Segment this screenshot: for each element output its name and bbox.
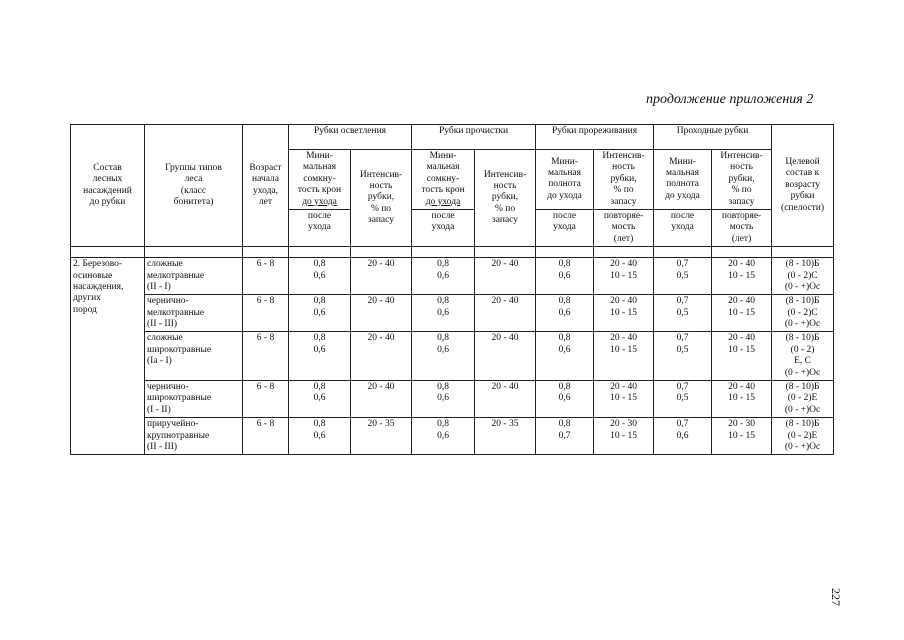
pas-intensity-header: Интенсив- ность рубки, % по запасу	[712, 150, 772, 210]
prr-density-cell: 0,8 0,7	[536, 418, 594, 455]
pro-intensity-cell: 20 - 40	[475, 332, 536, 381]
prr-intensity-cell: 20 - 30 10 - 15	[594, 418, 654, 455]
age-cell: 6 - 8	[243, 418, 289, 455]
pro-crown-cell: 0,8 0,6	[412, 258, 475, 295]
prr-density-cell: 0,8 0,6	[536, 381, 594, 418]
table-row	[71, 418, 834, 455]
prr-after-care: после ухода	[536, 209, 594, 246]
age-cell: 6 - 8	[243, 332, 289, 381]
col-composition-header: Состав лесных насаждений до рубки	[71, 125, 145, 247]
prr-density-cell: 0,8 0,6	[536, 258, 594, 295]
pas-density-cell: 0,7 0,5	[654, 258, 712, 295]
col-forest-group-header: Группы типов леса (класс бонитета)	[145, 125, 243, 247]
pas-density-cell: 0,7 0,5	[654, 332, 712, 381]
age-cell: 6 - 8	[243, 258, 289, 295]
col-target-header: Целевой состав к возрасту рубки (спелости)	[772, 125, 834, 247]
pro-intensity-cell: 20 - 40	[475, 258, 536, 295]
prr-intensity-cell: 20 - 40 10 - 15	[594, 381, 654, 418]
prr-intensity-cell: 20 - 40 10 - 15	[594, 332, 654, 381]
age-cell: 6 - 8	[243, 295, 289, 332]
osv-crown-cell: 0,8 0,6	[289, 381, 351, 418]
pro-intensity-cell: 20 - 40	[475, 295, 536, 332]
group-header-osv: Рубки осветления	[289, 125, 412, 150]
forest-group-cell: чернично- мелкотравные (II - III)	[145, 295, 243, 332]
forest-group-cell: сложные широкотравные (Ia - I)	[145, 332, 243, 381]
osv-intensity-cell: 20 - 40	[351, 295, 412, 332]
pro-after-care: после ухода	[412, 209, 475, 246]
pro-intensity-header: Интенсив- ность рубки, % по запасу	[475, 150, 536, 247]
prr-intensity-cell: 20 - 40 10 - 15	[594, 295, 654, 332]
prr-intensity-cell: 20 - 40 10 - 15	[594, 258, 654, 295]
osv-min-crown-header: Мини- мальная сомкну- тость крон до ухода	[289, 150, 351, 210]
col-age-header: Возраст начала ухода, лет	[243, 125, 289, 247]
pas-density-cell: 0,7 0,5	[654, 381, 712, 418]
pas-intensity-cell: 20 - 40 10 - 15	[712, 258, 772, 295]
forest-group-cell: чернично- широкотравные (I - II)	[145, 381, 243, 418]
pro-intensity-cell: 20 - 40	[475, 381, 536, 418]
table-body	[71, 258, 834, 455]
group-header-pro: Рубки прочистки	[412, 125, 536, 150]
pas-min-density-header: Мини- мальная полнота до ухода	[654, 150, 712, 210]
prr-repeat: повторяе- мость (лет)	[594, 209, 654, 246]
category-cell: 2. Березово- осиновые насаждения, других пород	[71, 258, 145, 455]
spacer-row	[71, 247, 834, 258]
pas-density-cell: 0,7 0,5	[654, 295, 712, 332]
forest-group-cell: сложные мелкотравные (II - I)	[145, 258, 243, 295]
pro-crown-cell: 0,8 0,6	[412, 381, 475, 418]
osv-intensity-cell: 20 - 40	[351, 381, 412, 418]
pro-crown-cell: 0,8 0,6	[412, 332, 475, 381]
forest-group-cell: приручейно- крупнотравные (II - III)	[145, 418, 243, 455]
pas-after-care: после ухода	[654, 209, 712, 246]
osv-intensity-cell: 20 - 35	[351, 418, 412, 455]
header-row-1	[71, 125, 834, 150]
appendix-caption: продолжение приложения 2	[646, 92, 814, 107]
pas-intensity-cell: 20 - 40 10 - 15	[712, 381, 772, 418]
target-cell: (8 - 10)Б (0 - 2)С (0 - +)Ос	[772, 258, 834, 295]
pas-repeat: повторяе- мость (лет)	[712, 209, 772, 246]
osv-crown-cell: 0,8 0,6	[289, 295, 351, 332]
target-cell: (8 - 10)Б (0 - 2)Е (0 - +)Ос	[772, 381, 834, 418]
pro-crown-cell: 0,8 0,6	[412, 295, 475, 332]
table-row	[71, 332, 834, 381]
age-cell: 6 - 8	[243, 381, 289, 418]
table-row	[71, 381, 834, 418]
pro-crown-cell: 0,8 0,6	[412, 418, 475, 455]
pro-intensity-cell: 20 - 35	[475, 418, 536, 455]
group-header-prr: Рубки прореживания	[536, 125, 654, 150]
group-header-pas: Проходные рубки	[654, 125, 772, 150]
osv-intensity-cell: 20 - 40	[351, 258, 412, 295]
thinning-table	[70, 124, 834, 455]
prr-intensity-header: Интенсив- ность рубки, % по запасу	[594, 150, 654, 210]
prr-min-density-header: Мини- мальная полнота до ухода	[536, 150, 594, 210]
pas-density-cell: 0,7 0,6	[654, 418, 712, 455]
page-number: 227	[829, 588, 843, 606]
osv-intensity-cell: 20 - 40	[351, 332, 412, 381]
table-row	[71, 258, 834, 295]
pas-intensity-cell: 20 - 40 10 - 15	[712, 295, 772, 332]
target-cell: (8 - 10)Б (0 - 2)С (0 - +)Ос	[772, 295, 834, 332]
osv-crown-cell: 0,8 0,6	[289, 418, 351, 455]
osv-intensity-header: Интенсив- ность рубки, % по запасу	[351, 150, 412, 247]
table-row	[71, 295, 834, 332]
pro-min-crown-header: Мини- мальная сомкну- тость крон до ухода	[412, 150, 475, 210]
prr-density-cell: 0,8 0,6	[536, 332, 594, 381]
target-cell: (8 - 10)Б (0 - 2) Е, С (0 - +)Ос	[772, 332, 834, 381]
osv-crown-cell: 0,8 0,6	[289, 258, 351, 295]
pas-intensity-cell: 20 - 40 10 - 15	[712, 332, 772, 381]
target-cell: (8 - 10)Б (0 - 2)Е (0 - +)Ос	[772, 418, 834, 455]
osv-after-care: после ухода	[289, 209, 351, 246]
prr-density-cell: 0,8 0,6	[536, 295, 594, 332]
osv-crown-cell: 0,8 0,6	[289, 332, 351, 381]
pas-intensity-cell: 20 - 30 10 - 15	[712, 418, 772, 455]
